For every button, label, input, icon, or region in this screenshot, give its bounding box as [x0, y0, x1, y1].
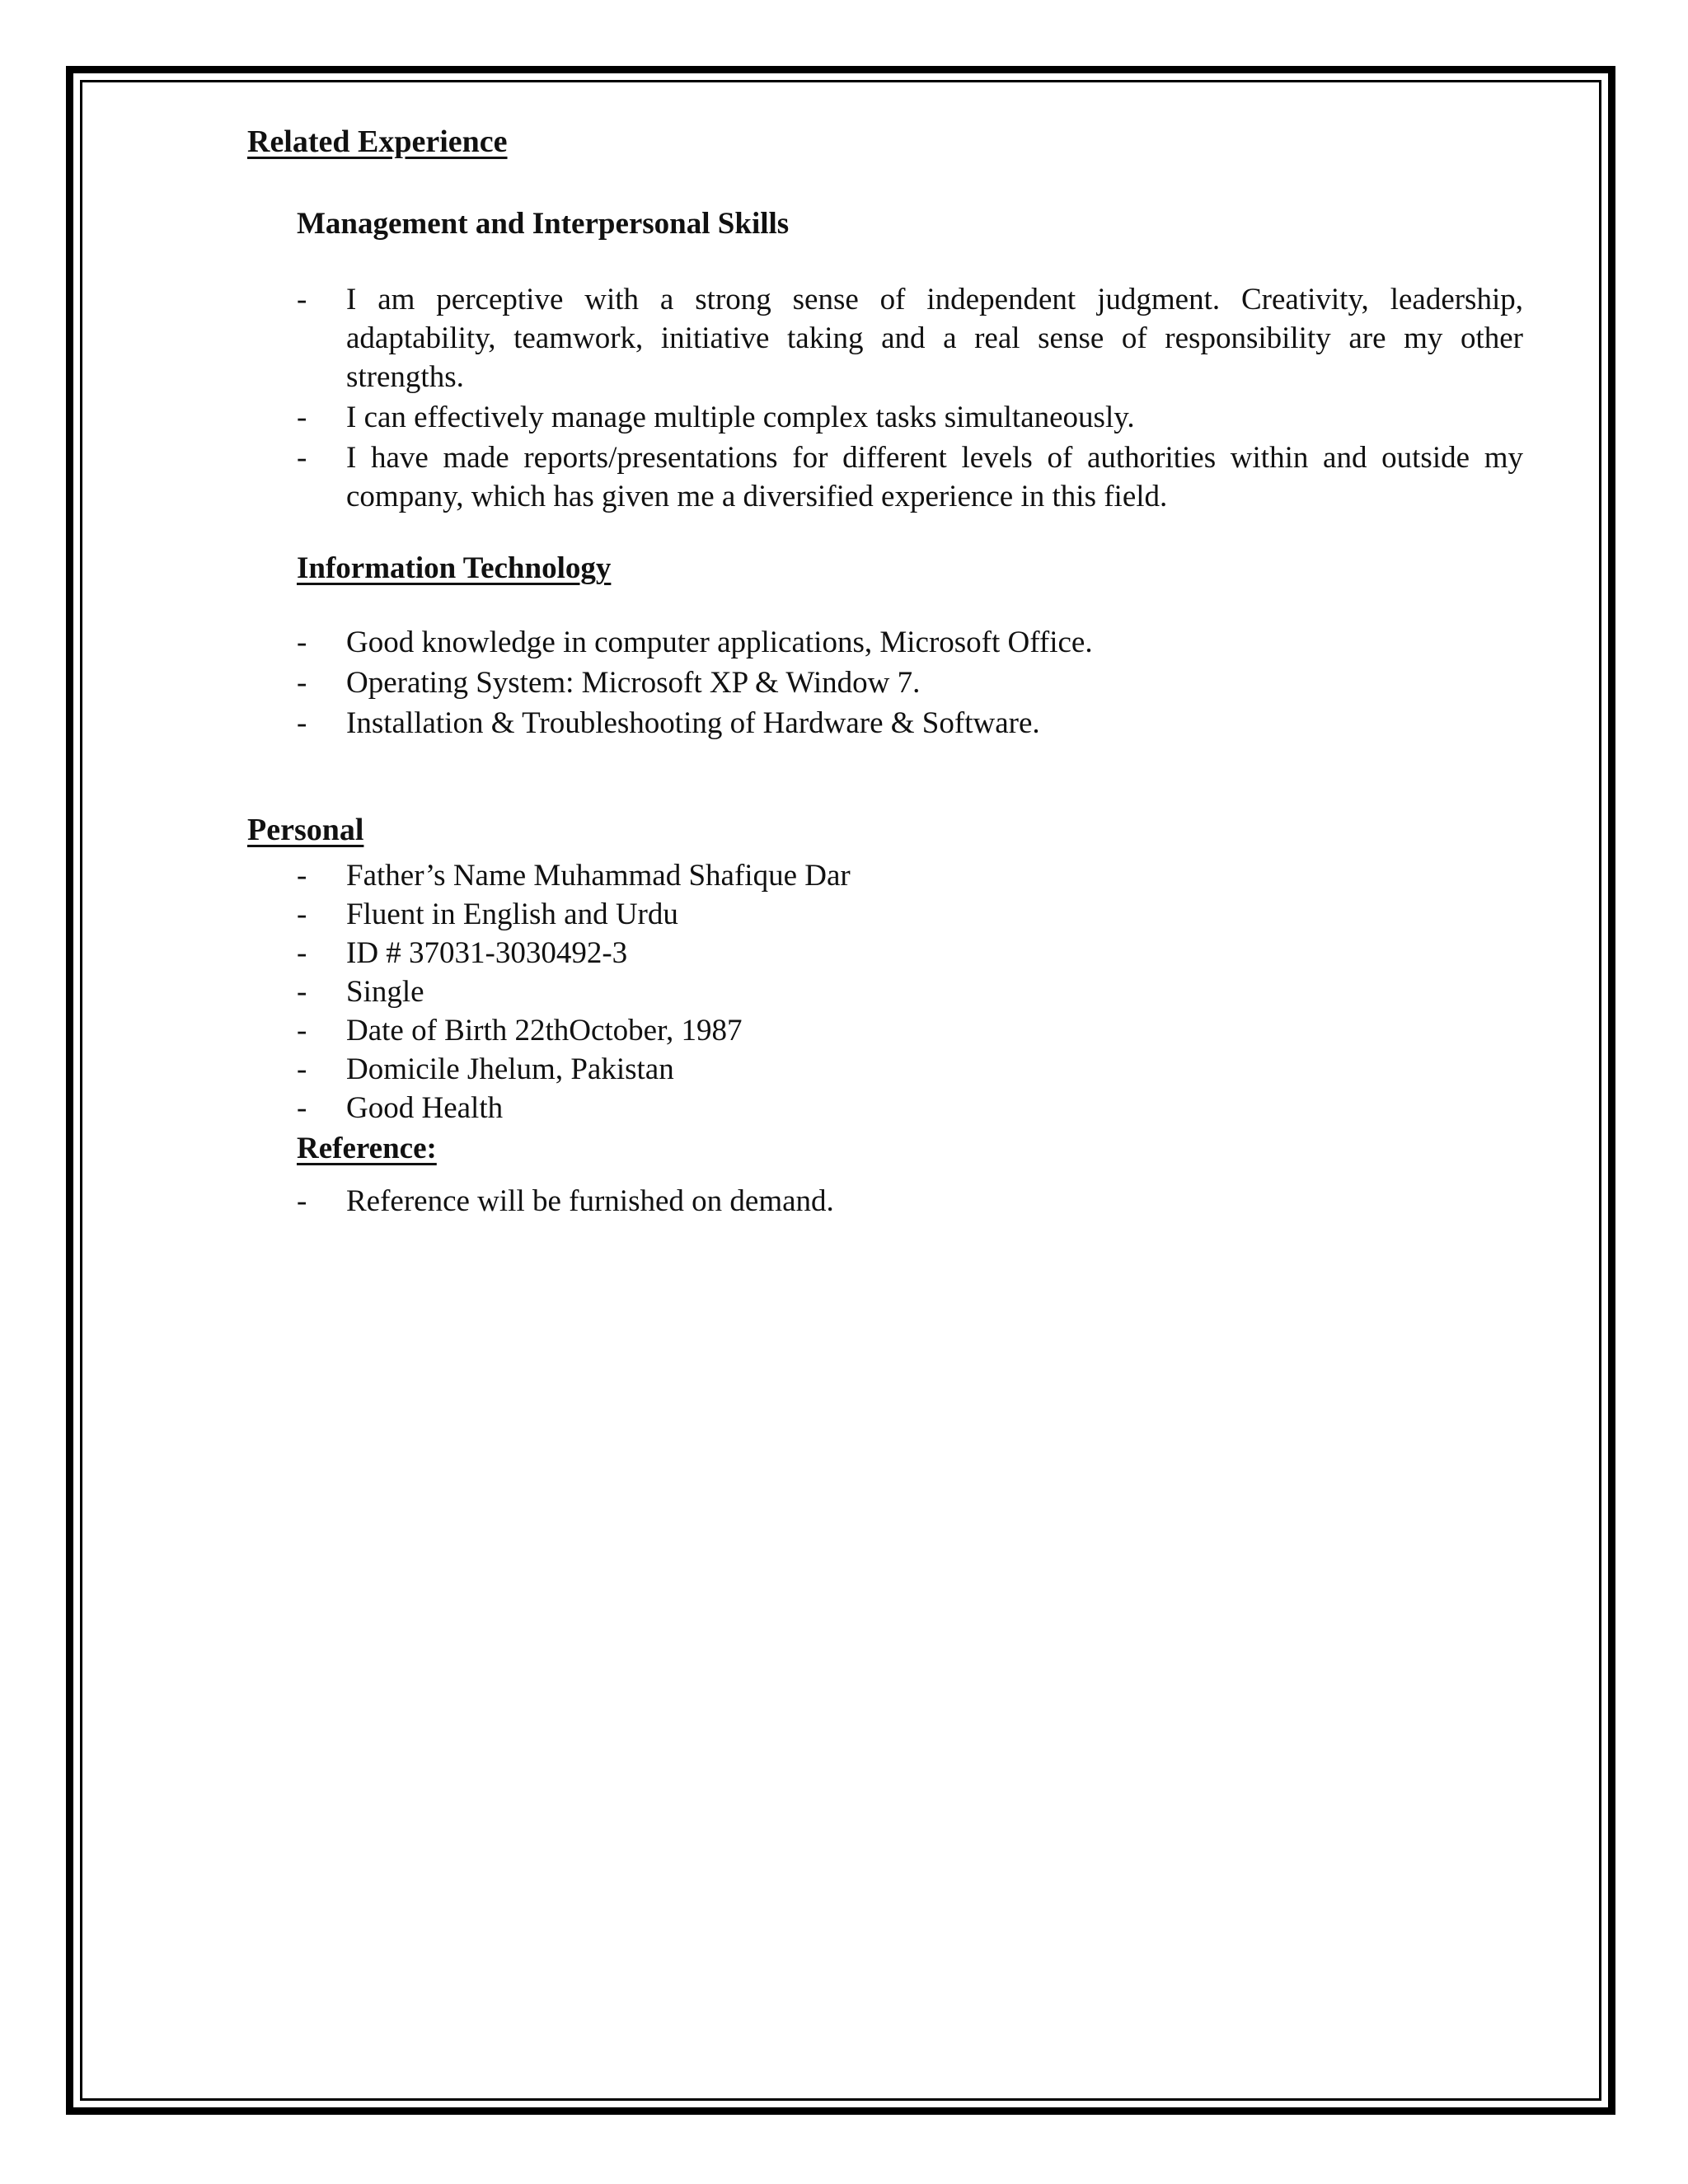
- list-item: - Father’s Name Muhammad Shafique Dar: [297, 859, 851, 893]
- list-item: - Good Health: [297, 1091, 504, 1125]
- reference-title: Reference:: [297, 1132, 437, 1165]
- management-list: [297, 280, 1523, 516]
- list-item: - Fluent in English and Urdu: [297, 898, 678, 931]
- list-item: - I am perceptive with a strong sense of independent judgment. Creativity, leadership, adaptability, teamwork, initiative taking and a real sense of responsibility are my other strengths.: [297, 283, 1523, 394]
- reference-list: [297, 1182, 1523, 1221]
- list-item: - Domicile Jhelum, Pakistan: [297, 1052, 674, 1086]
- list-item: - I can effectively manage multiple complex tasks simultaneously.: [297, 401, 1135, 434]
- list-item: - I have made reports/presentations for different levels of authorities within and outside my company, which has given me a diversified experience in this field.: [297, 441, 1523, 513]
- list-item: - Operating System: Microsoft XP & Window 7.: [297, 666, 921, 700]
- related-experience-title: Related Experience: [247, 124, 508, 159]
- resume-content: [247, 122, 1523, 1221]
- list-item: - Installation & Troubleshooting of Hardware & Software.: [297, 706, 1040, 740]
- management-section: [297, 204, 1523, 516]
- list-item: - Good knowledge in computer applications, Microsoft Office.: [297, 626, 1093, 659]
- personal-section: [297, 856, 1523, 1221]
- list-item: - Date of Birth 22thOctober, 1987: [297, 1014, 743, 1047]
- it-section: [297, 549, 1523, 743]
- management-heading: Management and Interpersonal Skills: [297, 207, 790, 241]
- personal-title: Personal: [247, 813, 364, 847]
- list-item: - Reference will be furnished on demand.: [297, 1184, 834, 1218]
- it-heading: Information Technology: [297, 551, 612, 585]
- it-list: [297, 623, 1523, 743]
- personal-list: [297, 856, 1523, 1127]
- list-item: - ID # 37031-3030492-3: [297, 936, 628, 970]
- list-item: - Single: [297, 975, 424, 1009]
